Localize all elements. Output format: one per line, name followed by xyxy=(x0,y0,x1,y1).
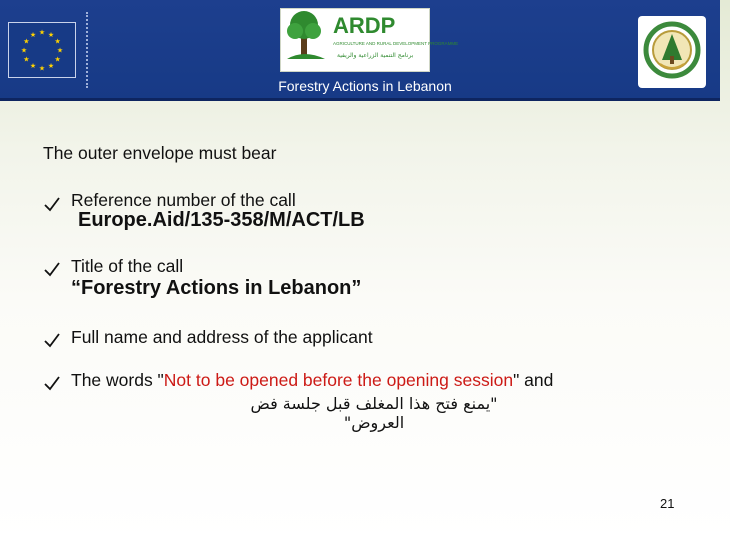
bullet-reference-number: Reference number of the call xyxy=(71,190,296,210)
header-dotted-divider xyxy=(86,12,88,88)
eu-star-icon: ★ xyxy=(47,31,55,39)
logo-text: ARDP xyxy=(333,13,396,38)
bullet-applicant-name-address: Full name and address of the applicant xyxy=(71,327,373,347)
eu-star-icon: ★ xyxy=(23,56,30,64)
reference-code: Europe.Aid/135-358/M/ACT/LB xyxy=(78,209,365,231)
arabic-warning-text: "يمنع فتح هذا المغلف قبل جلسة فض العروض" xyxy=(250,394,498,432)
eu-star-icon: ★ xyxy=(47,63,55,71)
eu-star-icon: ★ xyxy=(23,38,30,46)
checkmark-icon xyxy=(43,260,61,278)
words-red-text: Not to be opened before the opening session xyxy=(163,370,514,390)
ardp-logo xyxy=(280,8,459,72)
call-title-quoted: “Forestry Actions in Lebanon” xyxy=(71,277,362,299)
eu-star-icon: ★ xyxy=(54,56,61,64)
eu-flag-icon xyxy=(8,22,76,78)
eu-star-icon: ★ xyxy=(29,63,37,71)
eu-star-icon: ★ xyxy=(38,65,46,73)
eu-stars-icon xyxy=(9,23,75,77)
checkmark-icon xyxy=(43,331,61,349)
intro-text: The outer envelope must bear xyxy=(43,143,277,163)
logo-subtitle: AGRICULTURE AND RURAL DEVELOPMENT PROGRAMME xyxy=(333,41,459,46)
eu-star-icon: ★ xyxy=(20,47,28,55)
words-prefix: The words " xyxy=(71,370,164,390)
checkmark-icon xyxy=(43,195,61,213)
eu-star-icon: ★ xyxy=(29,31,37,39)
header-divider xyxy=(0,98,720,101)
eu-star-icon: ★ xyxy=(38,29,46,37)
logo-arabic: برنامج التنمية الزراعية والريفية xyxy=(337,52,414,59)
bullet-words-not-to-open xyxy=(71,370,553,391)
ministry-emblem-icon xyxy=(638,16,706,88)
words-suffix: " and xyxy=(513,370,554,390)
ardp-logo-icon xyxy=(281,9,459,71)
header-title: Forestry Actions in Lebanon xyxy=(278,78,452,94)
eu-star-icon: ★ xyxy=(54,38,61,46)
eu-star-icon: ★ xyxy=(56,47,64,55)
bullet-title-of-call: Title of the call xyxy=(71,256,184,276)
checkmark-icon xyxy=(43,374,61,392)
page-number: 21 xyxy=(660,496,675,511)
